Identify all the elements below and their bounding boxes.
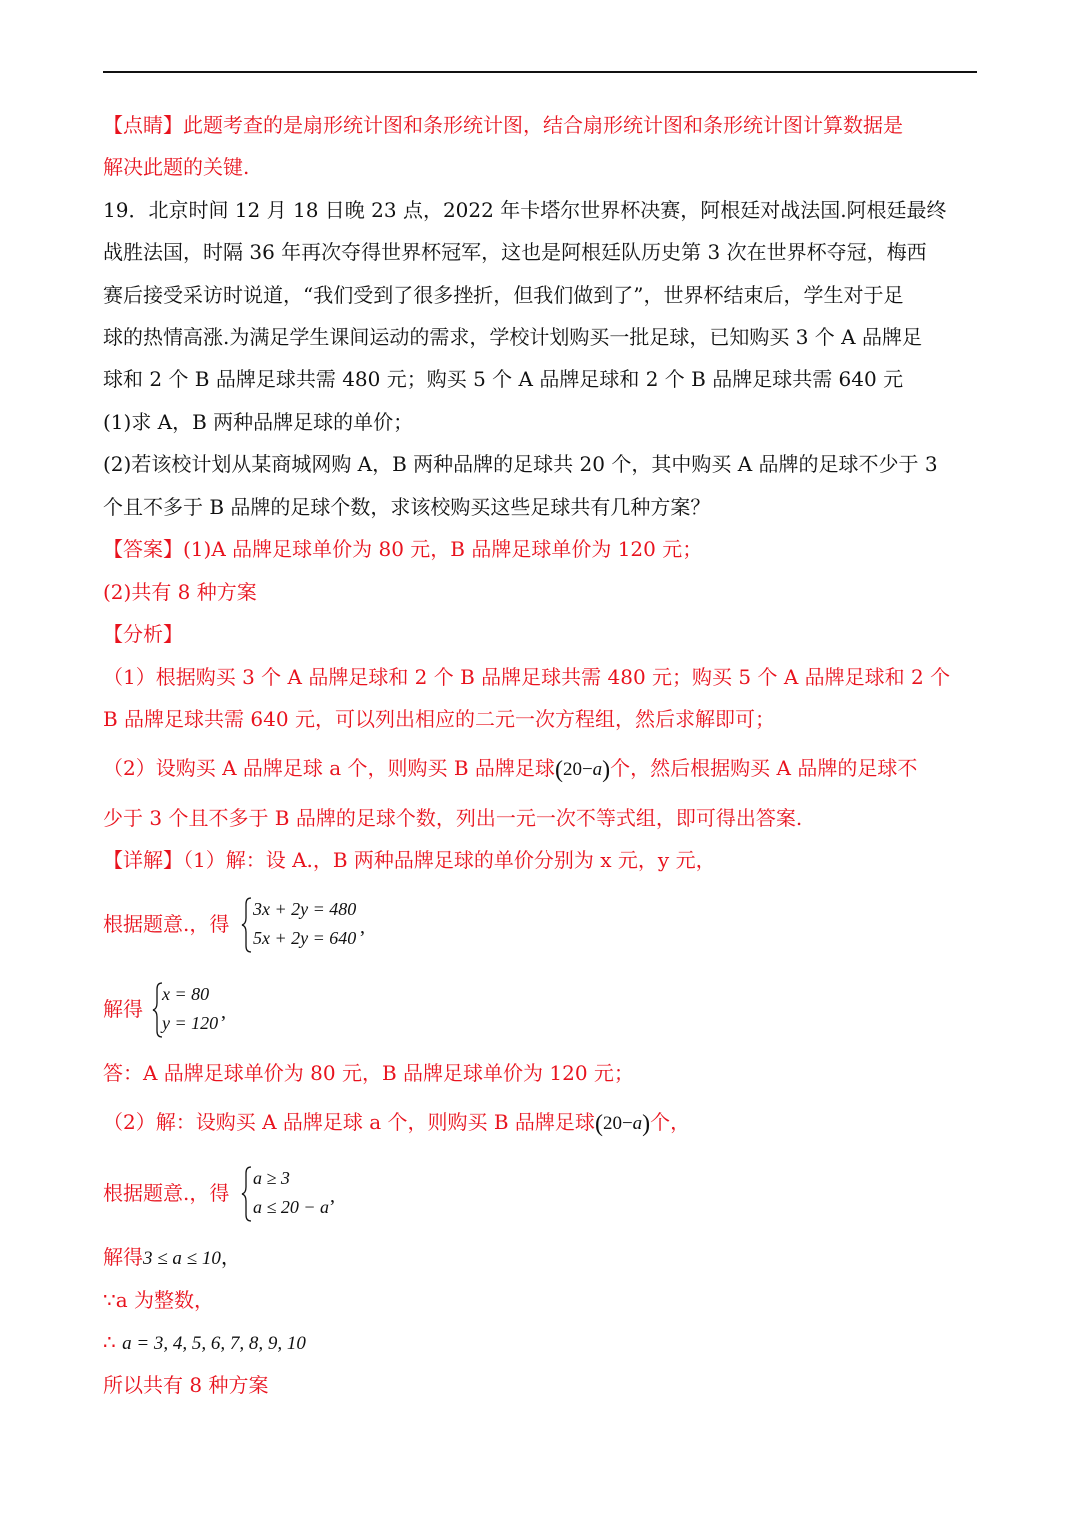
system-1-equation-2: 5x + 2y = 640 bbox=[253, 928, 357, 948]
system-1-comma: , bbox=[360, 916, 365, 938]
answer-line-1: 【答案】(1)A 品牌足球单价为 80 元，B 品牌足球单价为 120 元； bbox=[103, 537, 703, 561]
detail-part-2-expr-variable: a bbox=[632, 1113, 643, 1134]
detail-solution-2-label: 解得 bbox=[103, 1245, 143, 1269]
analysis-p2-expr-operator: − bbox=[581, 759, 593, 780]
analysis-p1-line-2: B 品牌足球共需 640 元，可以列出相应的二元一次方程组，然后求解即可； bbox=[103, 707, 775, 731]
solution-2-comma: ， bbox=[220, 1245, 241, 1269]
question-line-2: 战胜法国，时隔 36 年再次夺得世界杯冠军，这也是阿根廷队历史第 3 次在世界杯夺冠，梅西 bbox=[103, 240, 927, 264]
header-rule bbox=[103, 71, 977, 73]
analysis-p2-suffix: 个，然后根据购买 A 品牌的足球不 bbox=[610, 756, 918, 780]
question-line-5: 球和 2 个 B 品牌足球共需 480 元；购买 5 个 A 品牌足球和 2 个 B 品牌足球共需 640 元 bbox=[103, 367, 904, 391]
detail-line-1: 【详解】（1）解：设 A.，B 两种品牌足球的单价分别为 x 元，y 元， bbox=[103, 848, 716, 872]
detail-part-2-expr-operator: − bbox=[621, 1113, 633, 1134]
therefore-expression: a = 3, 4, 5, 6, 7, 8, 9, 10 bbox=[122, 1333, 306, 1354]
question-part-2-line-1: (2)若该校计划从某商城网购 A，B 两种品牌的足球共 20 个，其中购买 A 品牌的足球不少于 3 bbox=[103, 452, 938, 476]
analysis-p2-expr-variable: a bbox=[592, 759, 603, 780]
solution-1-equation-1: x = 80 bbox=[162, 984, 210, 1004]
detail-answer-1: 答：A 品牌足球单价为 80 元，B 品牌足球单价为 120 元； bbox=[103, 1061, 634, 1085]
detail-solution-2-line bbox=[103, 1242, 241, 1272]
dianjing-line-2: 解决此题的关键. bbox=[103, 155, 250, 179]
therefore-icon: ∴ bbox=[103, 1330, 116, 1354]
analysis-p2-prefix: （2）设购买 A 品牌足球 a 个，则购买 B 品牌足球 bbox=[103, 756, 555, 780]
solution-2-inequality: 3 ≤ a ≤ 10 bbox=[143, 1248, 221, 1269]
analysis-p1-line-1: （1）根据购买 3 个 A 品牌足球和 2 个 B 品牌足球共需 480 元；购买 5 个 A 品牌足球和 2 个 bbox=[103, 665, 951, 689]
analysis-heading: 【分析】 bbox=[103, 622, 183, 646]
system-2-inequality-1: a ≥ 3 bbox=[253, 1168, 290, 1188]
system-1-equation-1: 3x + 2y = 480 bbox=[253, 899, 357, 919]
analysis-p2-line-2: 少于 3 个且不多于 B 品牌的足球个数，列出一元一次不等式组，即可得出答案. bbox=[103, 806, 803, 830]
analysis-p2-line-1: （2）设购买 A 品牌足球 a 个，则购买 B 品牌足球(20−a)个，然后根据购买 A 品牌的足球不 bbox=[103, 756, 918, 783]
detail-part-2-line: （2）解：设购买 A 品牌足球 a 个，则购买 B 品牌足球(20−a)个， bbox=[103, 1110, 691, 1137]
question-line-3: 赛后接受采访时说道，“我们受到了很多挫折，但我们做到了”，世界杯结束后，学生对于足 bbox=[103, 283, 904, 307]
left-brace-icon bbox=[241, 896, 253, 954]
left-brace-icon bbox=[241, 1165, 253, 1223]
inequality-system-2 bbox=[241, 1165, 341, 1223]
detail-part-2-prefix: （2）解：设购买 A 品牌足球 a 个，则购买 B 品牌足球 bbox=[103, 1110, 595, 1134]
detail-therefore-line bbox=[103, 1327, 306, 1357]
answer-line-2: (2)共有 8 种方案 bbox=[103, 580, 257, 604]
question-line-4: 球的热情高涨.为满足学生课间运动的需求，学校计划购买一批足球，已知购买 3 个 A 品牌足 bbox=[103, 325, 922, 349]
solution-system-1 bbox=[152, 981, 232, 1039]
analysis-p2-expr-number: 20 bbox=[562, 759, 582, 780]
detail-solution-1-label: 解得 bbox=[103, 997, 143, 1021]
detail-conclusion: 所以共有 8 种方案 bbox=[103, 1373, 269, 1397]
detail-because-line: ∵a 为整数， bbox=[103, 1288, 215, 1312]
question-part-1: (1)求 A，B 两种品牌足球的单价； bbox=[103, 410, 414, 434]
detail-system-2-label: 根据题意.，得 bbox=[103, 1181, 230, 1205]
detail-part-2-suffix: 个， bbox=[650, 1110, 691, 1134]
question-line-1: 19．北京时间 12 月 18 日晚 23 点，2022 年卡塔尔世界杯决赛，阿根廷对战法国.阿根廷最终 bbox=[103, 198, 947, 222]
detail-part-2-expr-number: 20 bbox=[602, 1113, 622, 1134]
solution-1-comma: , bbox=[221, 1001, 226, 1023]
question-part-2-line-2: 个且不多于 B 品牌的足球个数，求该校购买这些足球共有几种方案？ bbox=[103, 495, 711, 519]
system-2-comma: , bbox=[330, 1185, 335, 1207]
system-2-inequality-2: a ≤ 20 − a bbox=[253, 1197, 330, 1217]
dianjing-line-1: 【点睛】此题考查的是扇形统计图和条形统计图，结合扇形统计图和条形统计图计算数据是 bbox=[103, 113, 903, 137]
detail-system-1-label: 根据题意.，得 bbox=[103, 912, 230, 936]
solution-1-equation-2: y = 120 bbox=[162, 1013, 219, 1033]
